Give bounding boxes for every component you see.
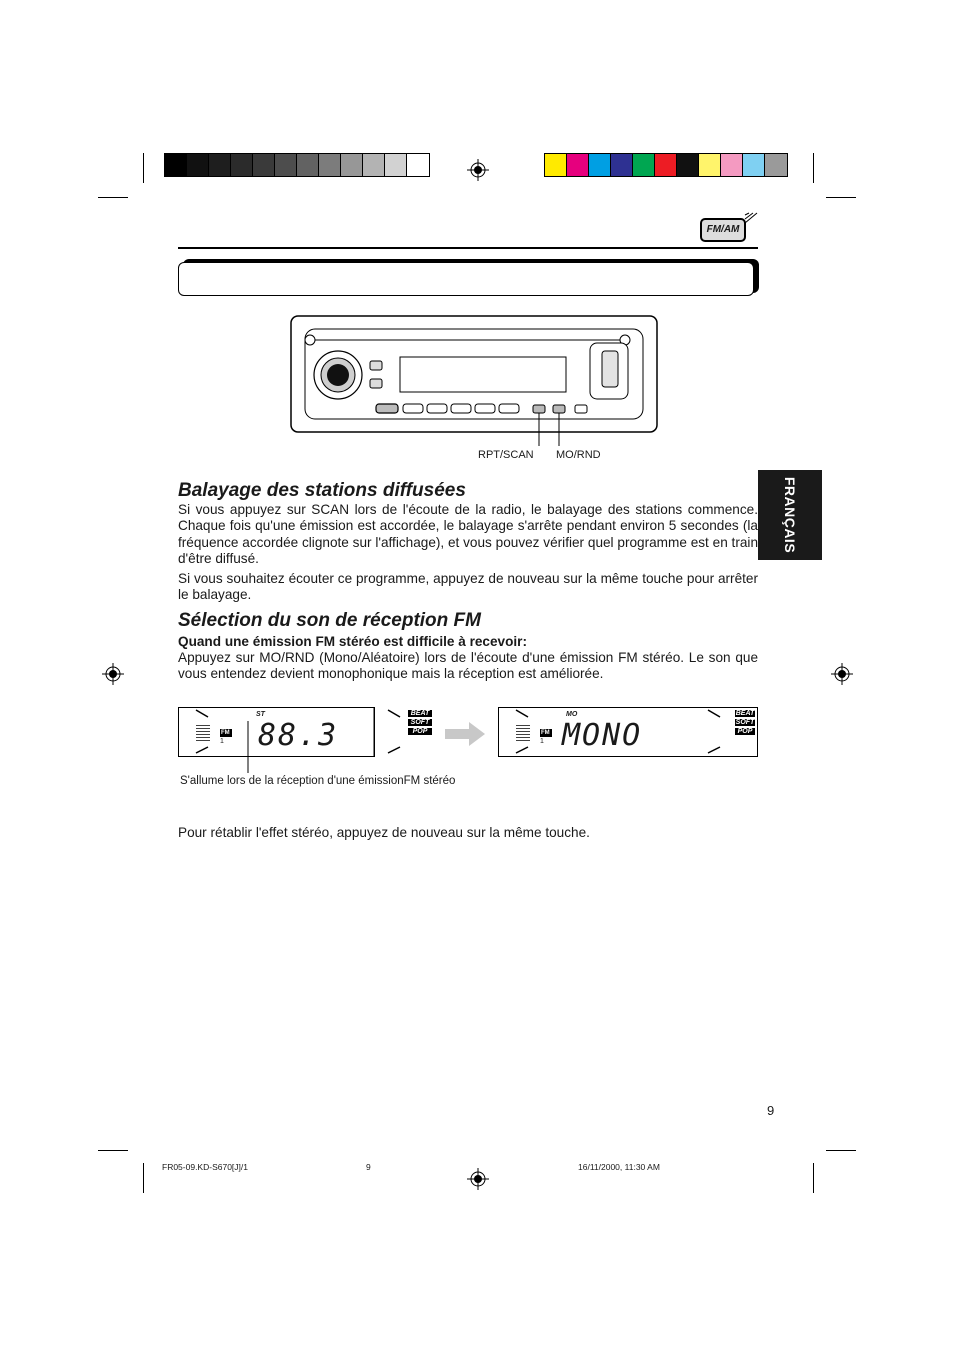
grey-swatch: [297, 154, 319, 176]
preset-number: 1: [540, 738, 544, 745]
crop-mark: [813, 153, 814, 183]
eq-mode-stack: [408, 710, 432, 735]
process-swatch: [699, 154, 721, 176]
process-swatch: [633, 154, 655, 176]
page-number: 9: [767, 1103, 775, 1118]
scan-paragraph-2: Si vous souhaitez écouter ce programme, appuyez de nouveau sur la même touche pour arrêter le balayage.: [178, 571, 758, 603]
section-title-fm-sound: Sélection du son de réception FM: [178, 610, 481, 631]
frequency-readout: 88.3: [258, 718, 339, 753]
crop-mark: [98, 197, 128, 198]
crop-mark: [143, 153, 144, 183]
process-swatch: [545, 154, 567, 176]
section-title-scan: Balayage des stations diffusées: [178, 480, 466, 501]
crop-mark: [98, 1150, 128, 1151]
eq-soft: SOFT: [408, 719, 432, 726]
grey-swatch: [341, 154, 363, 176]
signal-waves-icon: [744, 212, 758, 224]
process-swatch: [655, 154, 677, 176]
process-color-bar: [544, 153, 788, 177]
process-swatch: [611, 154, 633, 176]
callout-lines: [537, 433, 561, 447]
eq-pop: POP: [408, 728, 432, 735]
grey-swatch: [385, 154, 407, 176]
arrow-right-icon: [445, 722, 485, 746]
grey-swatch: [253, 154, 275, 176]
grey-swatch: [231, 154, 253, 176]
registration-target-icon: [467, 1168, 489, 1190]
crop-mark: [813, 1163, 814, 1193]
language-tab: [758, 470, 822, 560]
grey-swatch: [187, 154, 209, 176]
band-indicator: FM: [541, 730, 550, 736]
process-swatch: [743, 154, 765, 176]
stereo-indicator: ST: [256, 711, 265, 718]
lcd-display-stereo: [178, 707, 438, 757]
language-label: FRANÇAIS: [782, 476, 798, 554]
rpt-scan-label: RPT/SCAN: [478, 449, 534, 461]
fm-am-mode-badge: FM/AM: [700, 218, 746, 242]
fm-paragraph-1: Appuyez sur MO/RND (Mono/Aléatoire) lors de l'écoute d'une émission FM stéréo. Le son que vous entendez devient monophonique mais la réception est améliorée.: [178, 650, 758, 682]
crop-mark: [826, 197, 856, 198]
fm-subhead: Quand une émission FM stéréo est difficile à recevoir:: [178, 634, 528, 649]
grey-swatch: [319, 154, 341, 176]
grey-calibration-bar: [164, 153, 430, 177]
process-swatch: [677, 154, 699, 176]
lcd-display-mono: [498, 707, 758, 757]
crop-mark: [143, 1163, 144, 1193]
grey-swatch: [363, 154, 385, 176]
grey-swatch: [209, 154, 231, 176]
grey-swatch: [165, 154, 187, 176]
eq-beat: BEAT: [735, 710, 755, 717]
footer-timestamp: 16/11/2000, 11:30 AM: [578, 1162, 660, 1172]
registration-target-icon: [102, 663, 124, 685]
process-swatch: [765, 154, 787, 176]
eq-soft: SOFT: [735, 719, 755, 726]
process-swatch: [567, 154, 589, 176]
car-radio-faceplate: [290, 315, 658, 433]
scan-paragraph-1: Si vous appuyez sur SCAN lors de l'écoute de la radio, le balayage des stations commence. Chaque fois qu'une émission est accordée, le balayage s'arrête pendant environ 5 secondes (la fréquence accordée clignote sur l'affichage), et vous pouvez vérifier quel programme est en train d'être diffusé.: [178, 502, 758, 566]
process-swatch: [721, 154, 743, 176]
footer-page: 9: [366, 1162, 371, 1172]
stereo-callout-line: [246, 721, 250, 773]
fm-paragraph-2: Pour rétablir l'effet stéréo, appuyez de nouveau sur la même touche.: [178, 825, 590, 840]
eq-pop: POP: [735, 728, 755, 735]
mo-rnd-label: MO/RND: [556, 449, 601, 461]
crop-mark: [826, 1150, 856, 1151]
registration-target-icon: [831, 663, 853, 685]
header-rule: [178, 247, 758, 249]
mono-readout: MONO: [562, 718, 643, 753]
stereo-caption: S'allume lors de la réception d'une émissionFM stéréo: [180, 775, 456, 787]
eq-beat: BEAT: [408, 710, 432, 717]
preset-number: 1: [220, 738, 224, 745]
grey-swatch: [275, 154, 297, 176]
process-swatch: [589, 154, 611, 176]
registration-target-icon: [467, 159, 489, 181]
band-indicator: FM: [221, 730, 230, 736]
grey-swatch: [407, 154, 429, 176]
eq-mode-stack: [735, 710, 755, 735]
section-banner: [178, 262, 754, 296]
mono-indicator: MO: [566, 711, 578, 718]
footer-file: FR05-09.KD-S670[J]/1: [162, 1162, 248, 1172]
